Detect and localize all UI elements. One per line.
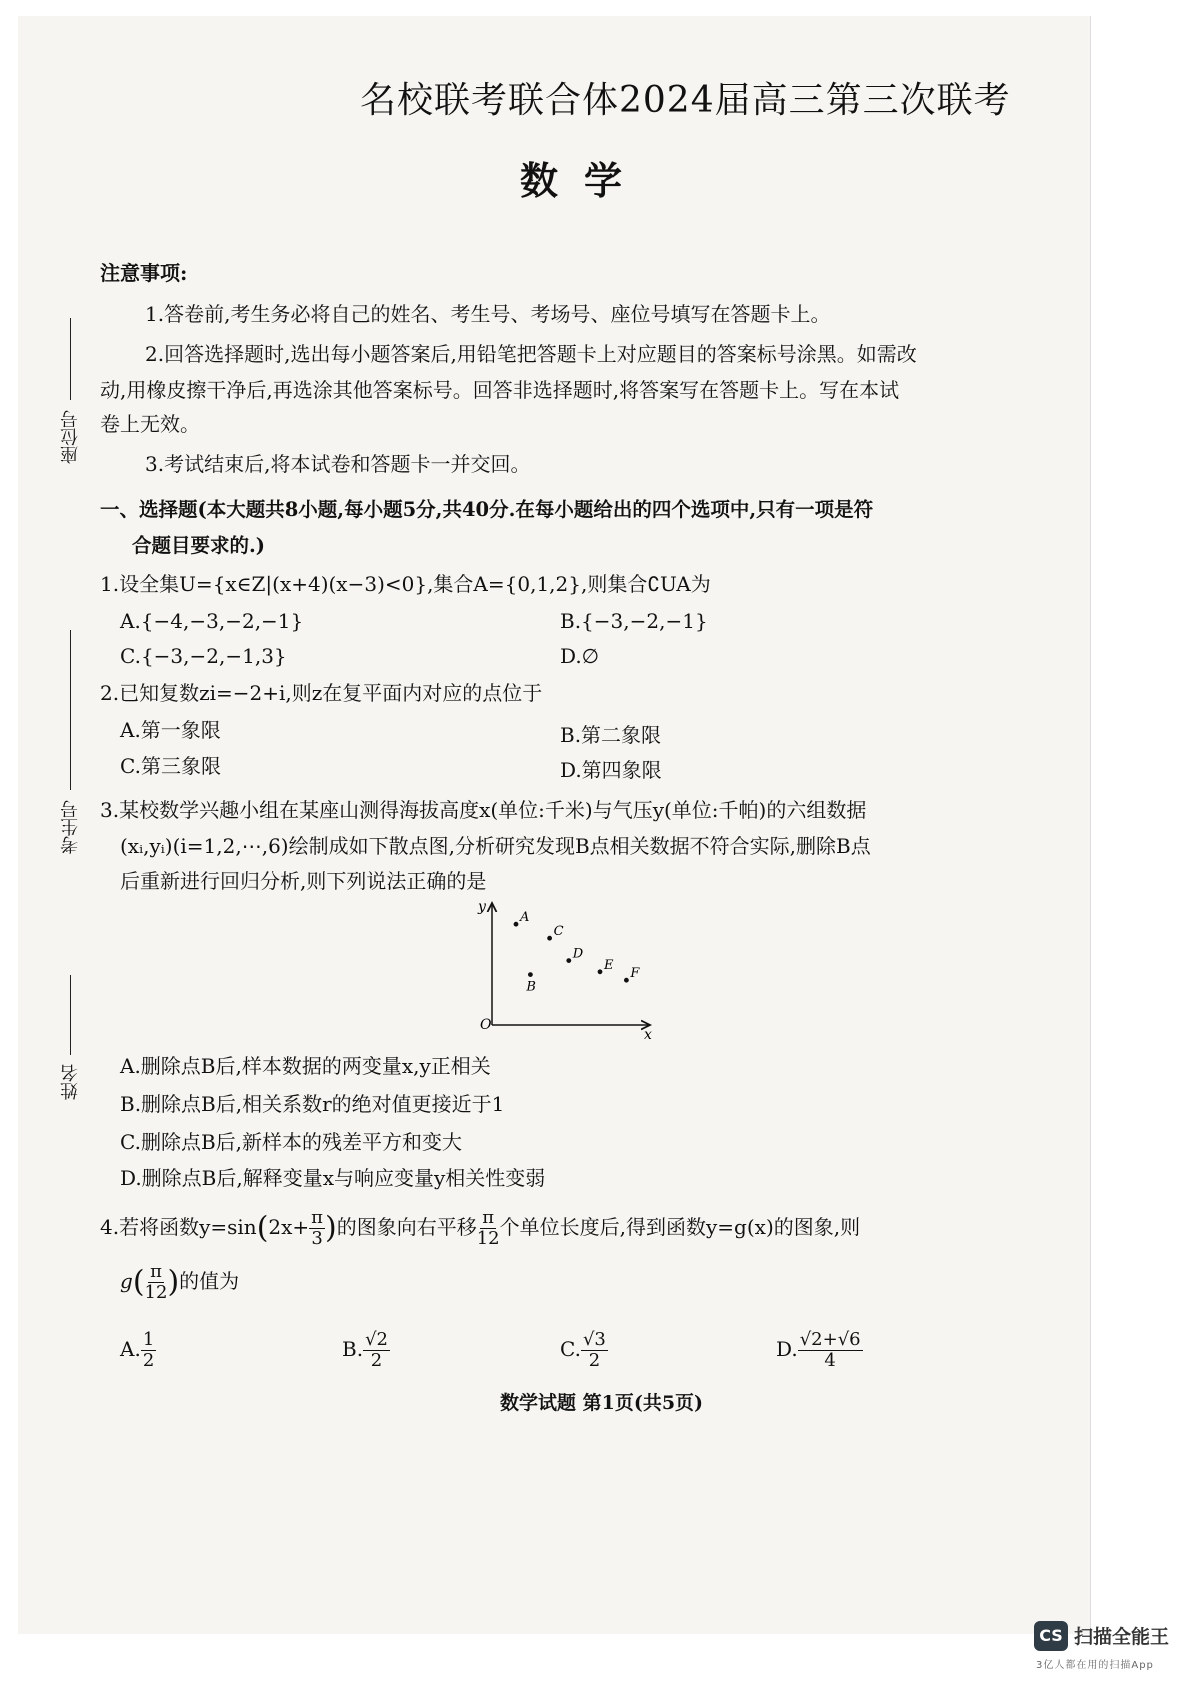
scatter-points [514,910,641,994]
q4-pi-1: π [311,1207,324,1228]
q2-option-b: B.第二象限 [560,723,662,747]
q2-option-c: C.第三象限 [120,754,221,778]
q4-option-d-label: D. [776,1337,798,1361]
subject-title: 数学 [520,158,649,203]
q3-stem-line-3: 后重新进行回归分析,则下列说法正确的是 [120,869,487,893]
q4-option-c-label: C. [560,1337,581,1361]
q3-option-b: B.删除点B后,相关系数r的绝对值更接近于1 [120,1092,505,1116]
q1-option-a: A.{−4,−3,−2,−1} [120,609,304,633]
q3-option-a: A.删除点B后,样本数据的两变量x,y正相关 [120,1054,491,1078]
q1-option-b: B.{−3,−2,−1} [560,609,708,633]
page-footer: 数学试题 第1页(共5页) [500,1392,704,1414]
scatter-point-a [514,922,519,927]
scatter-label-f: F [630,966,640,982]
name-line [70,975,71,1055]
q4-option-a-num: 1 [142,1329,155,1350]
q1-stem: 1.设全集U={x∈Z|(x+4)(x−3)<0},集合A={0,1,2},则集合∁UA为 [100,572,711,596]
notice-item-2-line-1: 2.回答选择题时,选出每小题答案后,用铅笔把答题卡上对应题目的答案标号涂黑。如需改 [145,342,917,366]
q1-option-c: C.{−3,−2,−1,3} [120,644,287,668]
q4-stem-tail: 的值为 [179,1269,240,1293]
q3-option-d: D.删除点B后,解释变量x与响应变量y相关性变弱 [120,1166,546,1190]
q4-stem: 4.若将函数y=sin(2x+ $\frac{\pi}{3}$ )的图象向右平移 $\frac{\pi}{12}$ 个单位长度后,得到函数y=g(x)的图象,则 [100,1207,861,1249]
camscanner-name: 扫描全能王 [1074,1626,1170,1648]
q4-option-a [120,1330,156,1371]
scatter-label-c: C [553,924,564,940]
notice-heading: 注意事项: [100,261,188,285]
q4-option-c-den: 2 [588,1350,601,1371]
q4-option-d-num: √2+√6 [799,1329,861,1350]
scatter-y-label: y [478,899,486,915]
section-1-heading: 一、选择题(本大题共8小题,每小题5分,共40分.在每小题给出的四个选项中,只有一项是符 [100,498,874,521]
scatter-point-b [528,972,533,977]
scatter-point-f [624,978,629,983]
q1-option-d: D.∅ [560,644,600,668]
scatter-label-d: D [572,946,584,962]
camscanner-tagline: 3亿人都在用的扫描App [1036,1660,1154,1671]
q4-option-b-label: B. [342,1337,364,1361]
q2-option-a: A.第一象限 [120,718,221,742]
scatter-origin: O [480,1017,492,1033]
q4-option-d-den: 4 [824,1350,836,1371]
scatter-point-d [566,958,571,963]
q4-option-d [776,1330,863,1371]
q2-stem: 2.已知复数zi=−2+i,则z在复平面内对应的点位于 [100,681,543,705]
scatter-x-label: x [644,1027,652,1040]
scatter-label-a: A [520,910,530,926]
name-label: 姓名 [60,1064,81,1100]
q4-stem-arg: 2x+ [268,1215,310,1239]
notice-item-2-line-2: 动,用橡皮擦干净后,再选涂其他答案标号。回答非选择题时,将答案写在答题卡上。写在本试 [100,378,900,402]
seat-line [70,318,71,400]
q4-pi-3: π [150,1261,162,1282]
q4-option-c-num: √3 [582,1329,606,1350]
exam-no-line [70,630,71,790]
q4-stem-cont: g( $\frac{\pi}{12}$ )的值为 [120,1261,240,1303]
notice-item-1: 1.答卷前,考生务必将自己的姓名、考生号、考场号、座位号填写在答题卡上。 [145,302,831,326]
scatter-label-e: E [604,957,614,973]
scatter-label-b: B [526,979,536,995]
q3-stem-line-2: (xᵢ,yᵢ)(i=1,2,⋯,6)绘制成如下散点图,分析研究发现B点相关数据不符合实际,删除B点 [120,834,871,858]
seat-label: 座位号 [60,410,81,464]
notice-item-3: 3.考试结束后,将本试卷和答题卡一并交回。 [145,452,531,476]
notice-item-2-line-3: 卷上无效。 [100,412,200,436]
q4-stem-mid: 的图象向右平移 [336,1215,477,1239]
exam-title: 名校联考联合体2024届高三第三次联考 [360,80,1011,121]
q4-option-a-label: A. [120,1337,141,1361]
q4-option-b-num: √2 [365,1329,388,1350]
section-1-heading-cont: 合题目要求的.) [132,534,266,557]
q3-option-c: C.删除点B后,新样本的残差平方和变大 [120,1130,463,1154]
q4-stem-start: 4.若将函数y=sin [100,1215,257,1239]
scatter-plot [470,895,660,1040]
q3-stem-line-1: 3.某校数学兴趣小组在某座山测得海拔高度x(单位:千米)与气压y(单位:千帕)的六组数据 [100,798,867,822]
q4-option-a-den: 2 [142,1350,155,1371]
scatter-point-e [598,969,603,974]
q2-option-d: D.第四象限 [560,758,662,782]
q4-option-b-den: 2 [370,1350,383,1371]
q4-stem-end: 个单位长度后,得到函数y=g(x)的图象,则 [499,1215,861,1239]
q4-option-b [342,1330,390,1371]
camscanner-logo-icon: CS [1034,1621,1068,1651]
q4-three: 3 [311,1228,323,1249]
q4-pi-2: π [482,1207,495,1228]
exam-no-label: 考生号 [60,800,81,854]
q4-twelve-2: 12 [144,1282,168,1303]
q4-twelve-1: 12 [476,1228,500,1249]
q4-g: g [120,1269,133,1293]
scatter-point-c [547,936,552,941]
q4-option-c [560,1330,608,1371]
